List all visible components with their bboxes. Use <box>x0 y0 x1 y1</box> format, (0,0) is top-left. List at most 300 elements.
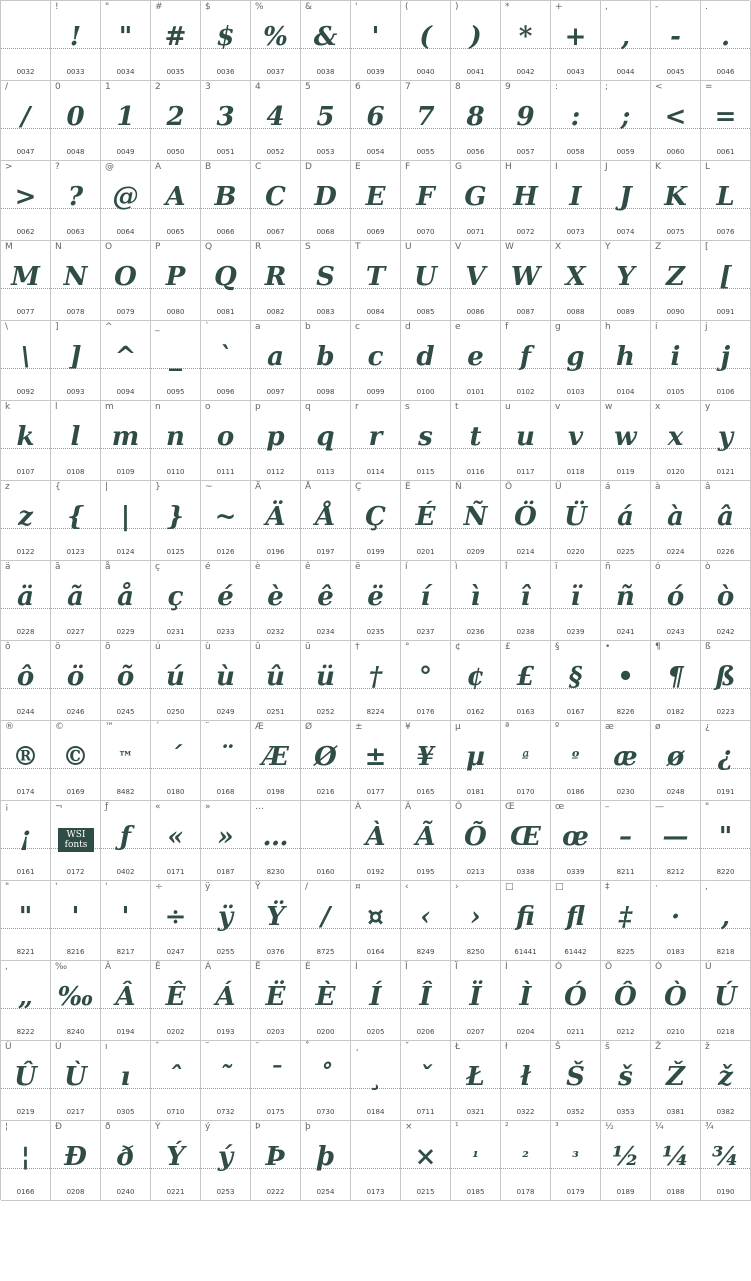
glyph-code: 0188 <box>666 1188 685 1196</box>
glyph-sample: U <box>414 262 437 292</box>
glyph-sample: Š <box>566 1062 585 1092</box>
glyph-sample: þ <box>316 1142 335 1172</box>
glyph-sample: H <box>513 182 538 212</box>
glyph-sample: ë <box>367 582 384 612</box>
glyph-label: 0 <box>55 82 61 92</box>
glyph-cell <box>601 81 651 161</box>
glyph-code: 0223 <box>716 708 735 716</box>
glyph-code: 0061 <box>716 148 735 156</box>
glyph-code: 0116 <box>466 468 485 476</box>
glyph-label: ' <box>105 882 108 892</box>
glyph-cell <box>251 721 301 801</box>
glyph-label: Ó <box>555 962 563 972</box>
glyph-cell <box>351 481 401 561</box>
glyph-cell <box>151 1041 201 1121</box>
glyph-code: 0038 <box>316 68 335 76</box>
glyph-sample: . <box>720 22 731 52</box>
glyph-cell <box>51 401 101 481</box>
glyph-label: ˇ <box>405 1042 410 1052</box>
glyph-cell <box>401 961 451 1041</box>
glyph-code: 0071 <box>466 228 485 236</box>
glyph-code: 0062 <box>16 228 35 236</box>
glyph-cell <box>1 561 51 641</box>
glyph-sample: ‹ <box>420 902 431 932</box>
glyph-label: í <box>405 562 408 572</box>
glyph-cell <box>51 801 101 881</box>
glyph-code: 0111 <box>216 468 235 476</box>
glyph-label: b <box>305 322 311 332</box>
glyph-label: X <box>555 242 562 252</box>
glyph-cell <box>201 641 251 721</box>
glyph-code: 0110 <box>166 468 185 476</box>
glyph-label: - <box>655 2 659 12</box>
glyph-code: 0174 <box>16 788 35 796</box>
glyph-sample: Ÿ <box>266 902 285 932</box>
glyph-cell <box>701 1121 751 1201</box>
glyph-sample: ¯ <box>269 1062 282 1092</box>
glyph-sample <box>1 17 50 57</box>
glyph-label: É <box>405 482 411 492</box>
glyph-label: Æ <box>255 722 264 732</box>
glyph-sample: t <box>469 422 482 452</box>
glyph-cell <box>401 561 451 641</box>
glyph-sample: ] <box>69 342 82 372</box>
glyph-code: 0225 <box>616 548 635 556</box>
glyph-cell <box>551 241 601 321</box>
glyph-sample: ì <box>470 582 481 612</box>
glyph-label: è <box>255 562 261 572</box>
glyph-sample: } <box>167 502 184 532</box>
glyph-code: 0052 <box>266 148 285 156</box>
glyph-cell <box>251 1 301 81</box>
glyph-cell <box>151 961 201 1041</box>
glyph-label: 9 <box>505 82 511 92</box>
glyph-code: 8224 <box>366 708 385 716</box>
glyph-cell <box>51 161 101 241</box>
glyph-sample: Ï <box>469 982 482 1012</box>
glyph-sample: ó <box>666 582 685 612</box>
glyph-sample: ± <box>364 742 387 772</box>
glyph-code: 0108 <box>66 468 85 476</box>
glyph-cell <box>351 801 401 881</box>
glyph-label: • <box>605 642 611 652</box>
glyph-sample: Û <box>14 1062 37 1092</box>
glyph-cell <box>101 801 151 881</box>
glyph-code: 0073 <box>566 228 585 236</box>
glyph-cell <box>701 81 751 161</box>
glyph-sample: Ù <box>64 1062 87 1092</box>
glyph-code: 0202 <box>166 1028 185 1036</box>
glyph-sample: / <box>320 902 331 932</box>
glyph-code: 0055 <box>416 148 435 156</box>
glyph-label: ' <box>55 882 58 892</box>
glyph-cell <box>351 401 401 481</box>
glyph-label: ` <box>205 322 210 332</box>
glyph-sample: N <box>63 262 88 292</box>
glyph-label: † <box>355 642 360 652</box>
glyph-code: 0201 <box>416 548 435 556</box>
glyph-code: 0219 <box>16 1108 35 1116</box>
glyph-label: ù <box>205 642 211 652</box>
glyph-code: 0177 <box>366 788 385 796</box>
glyph-label: Ù <box>55 1042 62 1052</box>
glyph-sample: â <box>717 502 734 532</box>
glyph-cell <box>501 1041 551 1121</box>
glyph-code: 0173 <box>366 1188 385 1196</box>
glyph-label: Ò <box>655 962 663 972</box>
glyph-code: 0244 <box>16 708 35 716</box>
glyph-sample: 0 <box>66 102 85 132</box>
glyph-label: Ü <box>555 482 562 492</box>
glyph-cell <box>351 241 401 321</box>
glyph-sample: o <box>216 422 235 452</box>
glyph-code: 0069 <box>366 228 385 236</box>
glyph-code: 0216 <box>316 788 335 796</box>
glyph-sample: ¥ <box>416 742 435 772</box>
glyph-label: A <box>155 162 162 172</box>
glyph-code: 0192 <box>366 868 385 876</box>
glyph-label: Š <box>555 1042 561 1052</box>
glyph-code: 0236 <box>466 628 485 636</box>
glyph-sample: fl <box>566 902 585 932</box>
glyph-cell <box>151 561 201 641</box>
glyph-code: 0112 <box>266 468 285 476</box>
glyph-cell <box>701 801 751 881</box>
glyph-code: 0185 <box>466 1188 485 1196</box>
glyph-cell <box>701 321 751 401</box>
glyph-label: Ž <box>655 1042 662 1052</box>
glyph-code: 0072 <box>516 228 535 236</box>
glyph-cell <box>601 561 651 641</box>
glyph-cell <box>351 1 401 81</box>
glyph-sample: û <box>266 662 285 692</box>
glyph-label: ß <box>705 642 711 652</box>
glyph-sample: % <box>263 22 288 52</box>
glyph-cell <box>451 241 501 321</box>
glyph-code: 0034 <box>116 68 135 76</box>
glyph-sample: G <box>464 182 487 212</box>
glyph-label: y <box>705 402 711 412</box>
glyph-label: ( <box>405 2 409 12</box>
glyph-cell <box>151 81 201 161</box>
glyph-cell <box>1 961 51 1041</box>
glyph-label: 5 <box>305 82 311 92</box>
glyph-cell <box>251 561 301 641</box>
glyph-label: V <box>455 242 462 252</box>
glyph-label: Ô <box>605 962 613 972</box>
glyph-sample: r <box>368 422 383 452</box>
glyph-sample: ¾ <box>711 1142 740 1172</box>
glyph-sample: i <box>670 342 681 372</box>
glyph-cell <box>1 801 51 881</box>
glyph-label: P <box>155 242 161 252</box>
glyph-label: s <box>405 402 410 412</box>
glyph-code: 0230 <box>616 788 635 796</box>
glyph-cell <box>651 561 701 641</box>
glyph-cell <box>201 561 251 641</box>
glyph-label: Ö <box>505 482 513 492</box>
glyph-cell <box>201 81 251 161</box>
glyph-sample: fi <box>516 902 535 932</box>
glyph-cell <box>251 161 301 241</box>
glyph-cell <box>201 721 251 801</box>
glyph-label: m <box>105 402 114 412</box>
glyph-cell <box>501 401 551 481</box>
glyph-sample: ł <box>520 1062 531 1092</box>
glyph-sample: c <box>367 342 384 372</box>
glyph-code: 0198 <box>266 788 285 796</box>
glyph-sample: 7 <box>416 102 435 132</box>
glyph-code: 0103 <box>566 388 585 396</box>
glyph-code: 0054 <box>366 148 385 156</box>
glyph-code: 0123 <box>66 548 85 556</box>
glyph-cell <box>101 81 151 161</box>
glyph-sample: X <box>565 262 586 292</box>
glyph-cell <box>401 161 451 241</box>
glyph-code: 0241 <box>616 628 635 636</box>
glyph-code: 0247 <box>166 948 185 956</box>
glyph-cell <box>501 1 551 81</box>
glyph-label: g <box>555 322 561 332</box>
glyph-code: 0080 <box>166 308 185 316</box>
glyph-cell <box>501 961 551 1041</box>
glyph-label: ˚ <box>305 1042 310 1052</box>
glyph-label: ¯ <box>255 1042 260 1052</box>
glyph-code: 8220 <box>716 868 735 876</box>
glyph-label: d <box>405 322 411 332</box>
glyph-cell <box>401 401 451 481</box>
glyph-code: 0207 <box>466 1028 485 1036</box>
glyph-code: 0321 <box>466 1108 485 1116</box>
glyph-sample: Ò <box>664 982 687 1012</box>
glyph-cell <box>551 561 601 641</box>
glyph-code: 0045 <box>666 68 685 76</box>
glyph-label: ñ <box>605 562 611 572</box>
glyph-code: 0235 <box>366 628 385 636</box>
glyph-sample: Â <box>115 982 136 1012</box>
glyph-code: 0226 <box>716 548 735 556</box>
glyph-cell <box>351 161 401 241</box>
glyph-label: Ÿ <box>255 882 261 892</box>
glyph-cell <box>401 1041 451 1121</box>
glyph-code: 0121 <box>716 468 735 476</box>
glyph-code: 0194 <box>116 1028 135 1036</box>
glyph-code: 0227 <box>66 628 85 636</box>
glyph-cell <box>501 481 551 561</box>
glyph-code: 0200 <box>316 1028 335 1036</box>
glyph-sample: Ý <box>166 1142 185 1172</box>
glyph-code: 0037 <box>266 68 285 76</box>
glyph-code: 0161 <box>16 868 35 876</box>
glyph-sample: 6 <box>366 102 385 132</box>
glyph-cell <box>601 721 651 801</box>
glyph-code: 0099 <box>366 388 385 396</box>
glyph-sample: l <box>70 422 81 452</box>
glyph-code: 0193 <box>216 1028 235 1036</box>
glyph-label: Þ <box>255 1122 261 1132</box>
glyph-sample: ^ <box>114 342 137 372</box>
glyph-cell <box>551 481 601 561</box>
glyph-code: 0165 <box>416 788 435 796</box>
glyph-sample: , <box>620 22 631 52</box>
glyph-cell <box>251 241 301 321</box>
glyph-cell <box>151 801 201 881</box>
glyph-label: □ <box>505 882 514 892</box>
glyph-sample: k <box>16 422 35 452</box>
glyph-sample: ò <box>716 582 735 612</box>
glyph-sample: 4 <box>266 102 285 132</box>
glyph-cell <box>551 81 601 161</box>
glyph-code: 0120 <box>666 468 685 476</box>
glyph-code: 0095 <box>166 388 185 396</box>
glyph-cell <box>101 721 151 801</box>
glyph-code: 0113 <box>316 468 335 476</box>
glyph-sample: ð <box>116 1142 135 1172</box>
glyph-cell <box>651 881 701 961</box>
glyph-label: S <box>305 242 311 252</box>
glyph-code: 0067 <box>266 228 285 236</box>
glyph-cell <box>51 241 101 321</box>
glyph-label: " <box>5 882 10 892</box>
glyph-code: 0229 <box>116 628 135 636</box>
glyph-code: 8725 <box>316 948 335 956</box>
glyph-code: 0056 <box>466 148 485 156</box>
glyph-sample: º <box>571 748 580 766</box>
glyph-label: ¦ <box>5 1122 9 1132</box>
glyph-label: l <box>55 402 58 412</box>
glyph-code: 61442 <box>564 948 587 956</box>
glyph-sample: à <box>667 502 684 532</box>
glyph-cell <box>651 641 701 721</box>
glyph-code: 0119 <box>616 468 635 476</box>
glyph-sample: Ł <box>466 1062 485 1092</box>
glyph-label: 4 <box>255 82 261 92</box>
glyph-sample: ¹ <box>472 1148 479 1166</box>
glyph-sample: · <box>670 902 681 932</box>
glyph-cell <box>501 321 551 401</box>
glyph-code: 0040 <box>416 68 435 76</box>
glyph-label: ł <box>505 1042 508 1052</box>
glyph-sample: ' <box>71 902 80 932</box>
glyph-code: 0057 <box>516 148 535 156</box>
glyph-sample: á <box>617 502 634 532</box>
glyph-sample: O <box>114 262 137 292</box>
glyph-code: 0228 <box>16 628 35 636</box>
glyph-label: c <box>355 322 360 332</box>
glyph-code: 0093 <box>66 388 85 396</box>
glyph-label: & <box>305 2 313 12</box>
glyph-label: à <box>655 482 661 492</box>
glyph-code: 0191 <box>716 788 735 796</box>
glyph-sample: ³ <box>572 1148 579 1166</box>
glyph-sample: ç <box>167 582 184 612</box>
glyph-code: 0053 <box>316 148 335 156</box>
glyph-label: ¹ <box>455 1122 459 1132</box>
glyph-cell <box>101 321 151 401</box>
glyph-code: 0065 <box>166 228 185 236</box>
glyph-label: * <box>505 2 510 12</box>
glyph-sample: Ä <box>265 502 286 532</box>
glyph-label: Q <box>205 242 213 252</box>
glyph-label: w <box>605 402 613 412</box>
glyph-cell <box>651 321 701 401</box>
glyph-code: 0186 <box>566 788 585 796</box>
glyph-cell <box>51 881 101 961</box>
glyph-cell <box>201 1121 251 1201</box>
glyph-sample: œ <box>562 822 589 852</box>
glyph-label: ö <box>55 642 61 652</box>
glyph-sample: s <box>418 422 433 452</box>
glyph-cell <box>301 1041 351 1121</box>
glyph-code: 61441 <box>514 948 537 956</box>
glyph-label: n <box>155 402 161 412</box>
glyph-code: 0237 <box>416 628 435 636</box>
glyph-sample: h <box>616 342 635 372</box>
glyph-sample: ý <box>217 1142 234 1172</box>
glyph-sample: ‰ <box>57 982 94 1012</box>
glyph-label: – <box>605 802 610 812</box>
glyph-sample: » <box>217 822 234 852</box>
glyph-cell <box>301 81 351 161</box>
glyph-label: Õ <box>455 802 463 812</box>
glyph-cell <box>201 321 251 401</box>
glyph-label: ž <box>705 1042 710 1052</box>
glyph-code: 0243 <box>666 628 685 636</box>
glyph-code: 0203 <box>266 1028 285 1036</box>
glyph-code: 0215 <box>416 1188 435 1196</box>
glyph-sample: Ú <box>714 982 737 1012</box>
glyph-code: 0160 <box>316 868 335 876</box>
glyph-cell <box>551 321 601 401</box>
glyph-label: Ï <box>455 962 458 972</box>
glyph-sample: b <box>316 342 335 372</box>
glyph-cell <box>601 401 651 481</box>
glyph-sample: ï <box>570 582 581 612</box>
glyph-code: 0221 <box>166 1188 185 1196</box>
glyph-code: 0124 <box>116 548 135 556</box>
glyph-cell <box>451 801 501 881</box>
glyph-label: J <box>605 162 608 172</box>
glyph-code: 0169 <box>66 788 85 796</box>
glyph-label: þ <box>305 1122 311 1132</box>
glyph-code: 0075 <box>666 228 685 236</box>
glyph-code: 0175 <box>266 1108 285 1116</box>
glyph-sample: ñ <box>616 582 635 612</box>
glyph-code: 0125 <box>166 548 185 556</box>
glyph-label: ‰ <box>55 962 68 972</box>
glyph-cell <box>151 721 201 801</box>
glyph-code: 0044 <box>616 68 635 76</box>
glyph-cell <box>151 161 201 241</box>
glyph-cell <box>401 81 451 161</box>
glyph-label: 6 <box>355 82 361 92</box>
glyph-sample: ô <box>16 662 35 692</box>
glyph-sample: « <box>167 822 184 852</box>
glyph-cell <box>301 961 351 1041</box>
glyph-code: 0252 <box>316 708 335 716</box>
glyph-cell <box>401 481 451 561</box>
glyph-code: 8230 <box>266 868 285 876</box>
glyph-label: v <box>555 402 561 412</box>
glyph-code: 8250 <box>466 948 485 956</box>
glyph-code: 0730 <box>316 1108 335 1116</box>
glyph-cell <box>351 1041 401 1121</box>
glyph-sample: F <box>416 182 435 212</box>
glyph-cell <box>651 1121 701 1201</box>
glyph-label: G <box>455 162 462 172</box>
glyph-code: 0114 <box>366 468 385 476</box>
glyph-code: 0126 <box>216 548 235 556</box>
